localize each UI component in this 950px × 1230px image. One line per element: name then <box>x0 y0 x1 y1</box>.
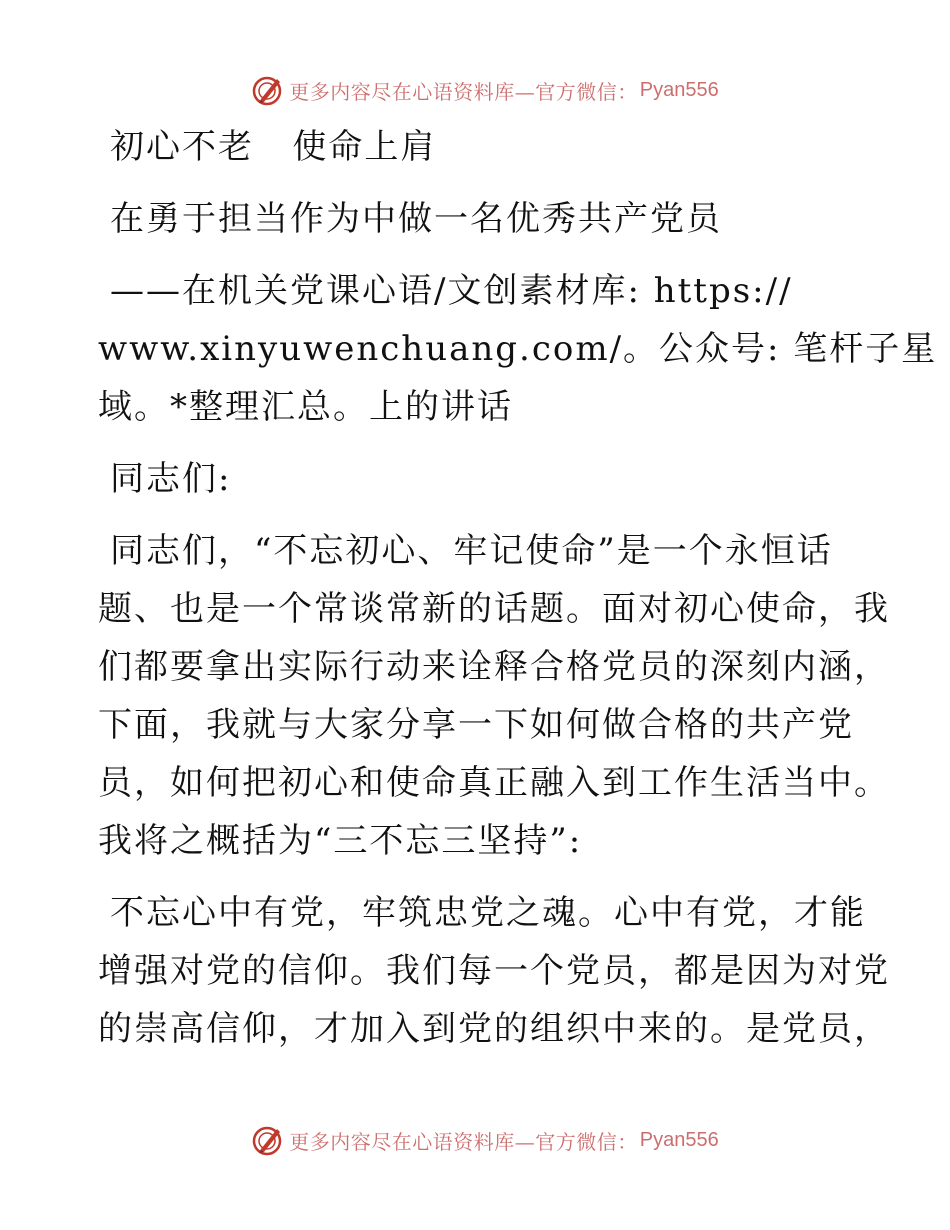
pen-logo-icon <box>251 1123 285 1157</box>
byline-line: www.xinyuwenchuang.com/。公众号: 笔杆子星 <box>98 329 938 369</box>
document-subtitle: 在勇于担当作为中做一名优秀共产党员 <box>110 199 722 239</box>
paragraph-line: 的崇高信仰，才加入到党的组织中来的。是党员， <box>98 1009 890 1049</box>
paragraph-line: 我将之概括为“三不忘三坚持”: <box>98 821 583 861</box>
footer-banner <box>0 1120 950 1160</box>
footer-wechat-id: Pyan556 <box>639 1128 719 1151</box>
paragraph-line: 增强对党的信仰。我们每一个党员，都是因为对党 <box>98 951 890 991</box>
byline-line: 域。*整理汇总。上的讲话 <box>98 387 513 427</box>
paragraph-line: 员，如何把初心和使命真正融入到工作生活当中。 <box>98 763 890 803</box>
paragraph-line: 下面，我就与大家分享一下如何做合格的共产党 <box>98 705 854 745</box>
document-title: 初心不老 使命上肩 <box>110 127 437 167</box>
header-banner-text: 更多内容尽在心语资料库—官方微信： <box>289 79 638 104</box>
paragraph-line: 不忘心中有党，牢筑忠党之魂。心中有党，才能 <box>110 893 866 933</box>
byline-line: ——在机关党课心语/文创素材库: https:// <box>110 271 793 311</box>
paragraph-line: 题、也是一个常谈常新的话题。面对初心使命，我 <box>98 589 890 629</box>
header-wechat-id: Pyan556 <box>639 78 719 101</box>
document-body <box>98 118 938 1058</box>
pen-logo-icon <box>251 73 285 107</box>
paragraph-line: 们都要拿出实际行动来诠释合格党员的深刻内涵， <box>98 647 890 687</box>
header-banner <box>0 70 950 110</box>
footer-banner-text: 更多内容尽在心语资料库—官方微信： <box>289 1129 638 1154</box>
salutation: 同志们: <box>110 459 232 499</box>
paragraph-line: 同志们，“不忘初心、牢记使命”是一个永恒话 <box>110 531 833 571</box>
